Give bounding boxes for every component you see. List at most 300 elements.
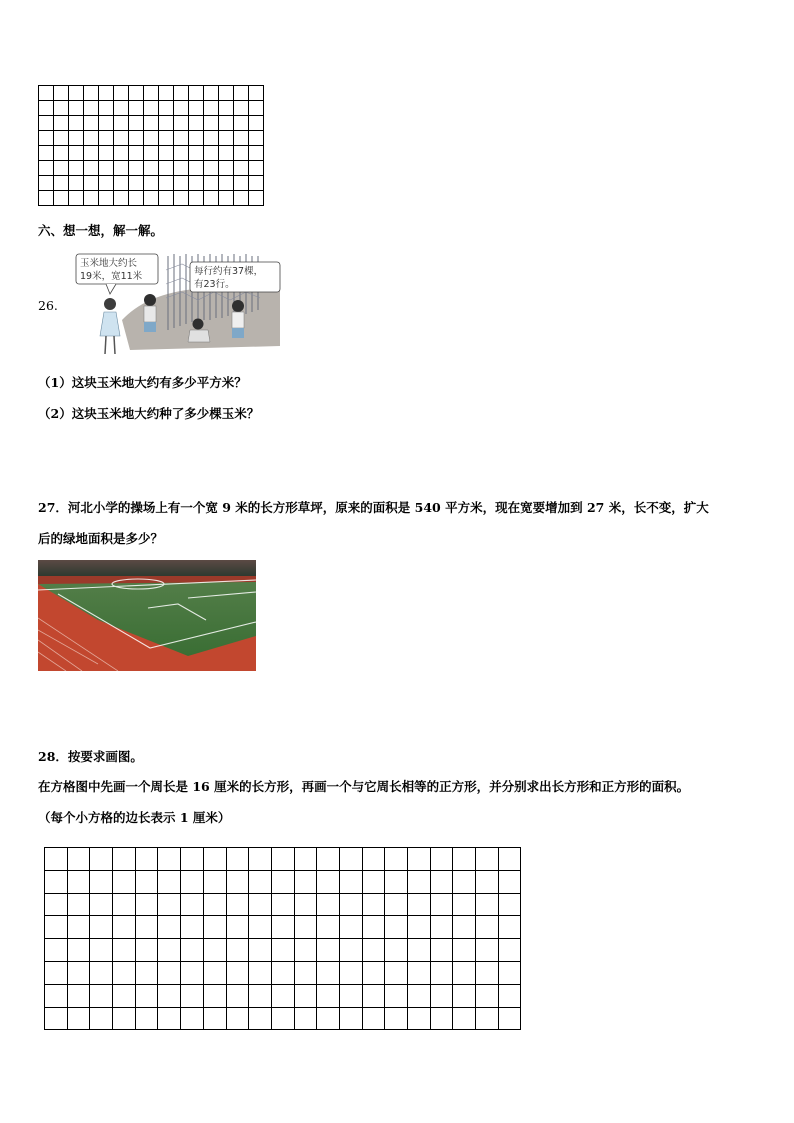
- grid-cell: [249, 191, 264, 206]
- grid-cell: [204, 191, 219, 206]
- grid-cell: [158, 893, 181, 916]
- grid-cell: [144, 161, 159, 176]
- grid-cell: [339, 1007, 362, 1030]
- grid-cell: [189, 161, 204, 176]
- grid-cell: [234, 101, 249, 116]
- grid-cell: [271, 1007, 294, 1030]
- grid-cell: [317, 848, 340, 871]
- grid-cell: [294, 848, 317, 871]
- grid-cell: [67, 870, 90, 893]
- grid-cell: [99, 86, 114, 101]
- grid-cell: [113, 870, 136, 893]
- grid-cell: [498, 939, 521, 962]
- grid-cell: [408, 870, 431, 893]
- grid-cell: [339, 848, 362, 871]
- grid-cell: [249, 176, 264, 191]
- grid-cell: [45, 984, 68, 1007]
- grid-cell: [294, 1007, 317, 1030]
- grid-cell: [219, 161, 234, 176]
- grid-cell: [114, 86, 129, 101]
- grid-cell: [181, 939, 204, 962]
- grid-cell: [158, 848, 181, 871]
- grid-cell: [203, 870, 226, 893]
- grid-cell: [159, 116, 174, 131]
- grid-cell: [45, 916, 68, 939]
- grid-cell: [249, 984, 272, 1007]
- grid-cell: [226, 848, 249, 871]
- grid-cell: [69, 176, 84, 191]
- grid-cell: [249, 961, 272, 984]
- top-answer-grid: [38, 85, 264, 206]
- grid-cell: [39, 86, 54, 101]
- grid-cell: [67, 916, 90, 939]
- grid-cell: [135, 848, 158, 871]
- grid-cell: [498, 870, 521, 893]
- grid-cell: [294, 939, 317, 962]
- grid-cell: [135, 870, 158, 893]
- grid-cell: [453, 961, 476, 984]
- grid-cell: [453, 893, 476, 916]
- grid-cell: [181, 893, 204, 916]
- grid-cell: [317, 1007, 340, 1030]
- grid-cell: [189, 116, 204, 131]
- grid-cell: [84, 101, 99, 116]
- grid-cell: [39, 176, 54, 191]
- grid-cell: [99, 101, 114, 116]
- grid-cell: [271, 848, 294, 871]
- grid-cell: [339, 961, 362, 984]
- grid-cell: [174, 146, 189, 161]
- grid-cell: [249, 870, 272, 893]
- cornfield-illustration: [70, 250, 282, 356]
- grid-cell: [203, 984, 226, 1007]
- grid-cell: [69, 191, 84, 206]
- grid-cell: [144, 131, 159, 146]
- grid-cell: [204, 116, 219, 131]
- grid-cell: [249, 939, 272, 962]
- grid-cell: [203, 961, 226, 984]
- grid-cell: [362, 961, 385, 984]
- grid-cell: [339, 939, 362, 962]
- bubble-left-line2: 19米，宽11米: [80, 271, 143, 282]
- grid-cell: [181, 1007, 204, 1030]
- grid-cell: [339, 870, 362, 893]
- grid-cell: [99, 146, 114, 161]
- grid-cell: [135, 961, 158, 984]
- grid-cell: [114, 191, 129, 206]
- grid-cell: [90, 916, 113, 939]
- grid-cell: [159, 161, 174, 176]
- grid-cell: [430, 870, 453, 893]
- grid-cell: [408, 848, 431, 871]
- grid-cell: [174, 131, 189, 146]
- grid-cell: [249, 131, 264, 146]
- grid-cell: [90, 984, 113, 1007]
- grid-cell: [45, 939, 68, 962]
- grid-cell: [226, 984, 249, 1007]
- grid-cell: [203, 939, 226, 962]
- grid-cell: [158, 916, 181, 939]
- grid-cell: [158, 939, 181, 962]
- grid-cell: [249, 161, 264, 176]
- grid-cell: [362, 848, 385, 871]
- grid-cell: [54, 86, 69, 101]
- grid-cell: [226, 870, 249, 893]
- grid-cell: [294, 916, 317, 939]
- grid-cell: [113, 916, 136, 939]
- grid-cell: [69, 161, 84, 176]
- grid-cell: [362, 984, 385, 1007]
- grid-cell: [294, 961, 317, 984]
- grid-cell: [249, 86, 264, 101]
- grid-cell: [476, 916, 499, 939]
- grid-cell: [226, 939, 249, 962]
- grid-cell: [45, 893, 68, 916]
- grid-cell: [84, 146, 99, 161]
- grid-cell: [219, 176, 234, 191]
- grid-cell: [339, 893, 362, 916]
- question-26-part1: （1）这块玉米地大约有多少平方米？: [38, 375, 247, 390]
- grid-cell: [84, 176, 99, 191]
- grid-cell: [317, 984, 340, 1007]
- grid-cell: [385, 848, 408, 871]
- grid-cell: [69, 86, 84, 101]
- grid-cell: [67, 893, 90, 916]
- grid-cell: [84, 131, 99, 146]
- grid-cell: [135, 1007, 158, 1030]
- grid-cell: [99, 176, 114, 191]
- grid-cell: [234, 116, 249, 131]
- grid-cell: [39, 191, 54, 206]
- grid-cell: [219, 131, 234, 146]
- grid-cell: [362, 916, 385, 939]
- grid-cell: [453, 1007, 476, 1030]
- grid-cell: [181, 961, 204, 984]
- grid-cell: [219, 86, 234, 101]
- grid-cell: [67, 961, 90, 984]
- grid-cell: [249, 1007, 272, 1030]
- grid-cell: [54, 161, 69, 176]
- question-28-instruction: 在方格图中先画一个周长是 16 厘米的长方形，再画一个与它周长相等的正方形，并分别求出长方形和正方形的面积。: [38, 779, 690, 794]
- grid-cell: [159, 191, 174, 206]
- grid-cell: [339, 916, 362, 939]
- bubble-right-line1: 每行约有37棵，: [194, 266, 264, 277]
- grid-cell: [453, 984, 476, 1007]
- grid-cell: [430, 916, 453, 939]
- grid-cell: [294, 984, 317, 1007]
- grid-cell: [203, 848, 226, 871]
- grid-cell: [113, 893, 136, 916]
- bubble-left-line1: 玉米地大约长: [80, 258, 138, 269]
- section-six-heading: 六、想一想，解一解。: [38, 223, 164, 238]
- grid-cell: [249, 893, 272, 916]
- grid-cell: [129, 131, 144, 146]
- grid-cell: [498, 984, 521, 1007]
- grid-cell: [385, 939, 408, 962]
- grid-cell: [135, 984, 158, 1007]
- grid-cell: [189, 101, 204, 116]
- grid-cell: [408, 961, 431, 984]
- grid-cell: [271, 916, 294, 939]
- grid-cell: [271, 870, 294, 893]
- grid-cell: [476, 961, 499, 984]
- grid-cell: [135, 939, 158, 962]
- grid-cell: [476, 939, 499, 962]
- grid-cell: [430, 939, 453, 962]
- grid-cell: [498, 961, 521, 984]
- grid-cell: [159, 131, 174, 146]
- grid-cell: [294, 870, 317, 893]
- grid-cell: [99, 131, 114, 146]
- grid-cell: [203, 893, 226, 916]
- grid-cell: [159, 176, 174, 191]
- grid-cell: [129, 116, 144, 131]
- grid-cell: [234, 86, 249, 101]
- grid-cell: [317, 961, 340, 984]
- question-28-note: （每个小方格的边长表示 1 厘米）: [38, 810, 231, 825]
- grid-cell: [114, 161, 129, 176]
- grid-cell: [158, 1007, 181, 1030]
- grid-cell: [430, 848, 453, 871]
- grid-cell: [234, 191, 249, 206]
- grid-cell: [234, 146, 249, 161]
- grid-cell: [226, 916, 249, 939]
- grid-cell: [476, 984, 499, 1007]
- grid-cell: [39, 101, 54, 116]
- grid-cell: [54, 101, 69, 116]
- grid-cell: [234, 161, 249, 176]
- grid-cell: [385, 916, 408, 939]
- grid-cell: [67, 984, 90, 1007]
- grid-cell: [129, 146, 144, 161]
- grid-cell: [39, 131, 54, 146]
- grid-cell: [204, 86, 219, 101]
- grid-cell: [430, 984, 453, 1007]
- grid-cell: [144, 146, 159, 161]
- grid-cell: [204, 131, 219, 146]
- grid-cell: [45, 961, 68, 984]
- grid-cell: [69, 116, 84, 131]
- grid-cell: [453, 848, 476, 871]
- grid-cell: [271, 893, 294, 916]
- grid-cell: [249, 916, 272, 939]
- grid-cell: [144, 191, 159, 206]
- grid-cell: [144, 116, 159, 131]
- grid-cell: [45, 848, 68, 871]
- grid-cell: [408, 939, 431, 962]
- grid-cell: [45, 1007, 68, 1030]
- grid-cell: [90, 1007, 113, 1030]
- grid-cell: [385, 984, 408, 1007]
- question-28-title: 28．按要求画图。: [38, 749, 143, 764]
- grid-cell: [159, 146, 174, 161]
- grid-cell: [203, 916, 226, 939]
- grid-cell: [114, 131, 129, 146]
- grid-cell: [84, 191, 99, 206]
- grid-cell: [453, 939, 476, 962]
- grid-cell: [158, 984, 181, 1007]
- grid-cell: [159, 101, 174, 116]
- grid-cell: [159, 86, 174, 101]
- grid-cell: [362, 893, 385, 916]
- grid-cell: [498, 848, 521, 871]
- grid-cell: [113, 961, 136, 984]
- grid-cell: [189, 191, 204, 206]
- grid-cell: [129, 86, 144, 101]
- grid-cell: [54, 131, 69, 146]
- grid-cell: [408, 984, 431, 1007]
- grid-cell: [174, 176, 189, 191]
- grid-cell: [219, 116, 234, 131]
- grid-cell: [158, 870, 181, 893]
- grid-cell: [113, 848, 136, 871]
- grid-cell: [408, 893, 431, 916]
- grid-cell: [39, 161, 54, 176]
- question-26-number: 26.: [38, 298, 58, 313]
- grid-cell: [498, 1007, 521, 1030]
- grid-cell: [453, 916, 476, 939]
- grid-cell: [90, 848, 113, 871]
- grid-cell: [271, 939, 294, 962]
- grid-cell: [234, 131, 249, 146]
- grid-cell: [219, 191, 234, 206]
- grid-cell: [135, 893, 158, 916]
- grid-cell: [144, 86, 159, 101]
- grid-cell: [249, 116, 264, 131]
- grid-cell: [339, 984, 362, 1007]
- grid-cell: [69, 131, 84, 146]
- grid-cell: [174, 161, 189, 176]
- grid-cell: [99, 161, 114, 176]
- grid-cell: [67, 939, 90, 962]
- grid-cell: [234, 176, 249, 191]
- grid-cell: [129, 191, 144, 206]
- grid-cell: [317, 870, 340, 893]
- grid-cell: [362, 939, 385, 962]
- grid-cell: [385, 870, 408, 893]
- grid-cell: [476, 848, 499, 871]
- grid-cell: [204, 176, 219, 191]
- grid-cell: [135, 916, 158, 939]
- grid-cell: [408, 1007, 431, 1030]
- grid-cell: [99, 191, 114, 206]
- grid-cell: [408, 916, 431, 939]
- grid-cell: [226, 961, 249, 984]
- grid-cell: [271, 984, 294, 1007]
- grid-cell: [189, 86, 204, 101]
- grid-cell: [84, 161, 99, 176]
- grid-cell: [67, 1007, 90, 1030]
- grid-cell: [189, 131, 204, 146]
- grid-cell: [430, 961, 453, 984]
- grid-cell: [430, 893, 453, 916]
- grid-cell: [317, 939, 340, 962]
- grid-cell: [158, 961, 181, 984]
- grid-cell: [84, 86, 99, 101]
- grid-cell: [54, 191, 69, 206]
- sports-field-photo: [38, 560, 256, 671]
- grid-cell: [189, 146, 204, 161]
- grid-cell: [67, 848, 90, 871]
- grid-cell: [99, 116, 114, 131]
- grid-cell: [129, 101, 144, 116]
- grid-cell: [219, 146, 234, 161]
- grid-cell: [498, 893, 521, 916]
- grid-cell: [69, 146, 84, 161]
- grid-cell: [226, 1007, 249, 1030]
- grid-cell: [39, 116, 54, 131]
- grid-cell: [219, 101, 234, 116]
- grid-cell: [90, 939, 113, 962]
- grid-cell: [113, 984, 136, 1007]
- grid-cell: [174, 86, 189, 101]
- grid-cell: [114, 176, 129, 191]
- grid-cell: [453, 870, 476, 893]
- grid-cell: [129, 161, 144, 176]
- grid-cell: [317, 893, 340, 916]
- grid-cell: [114, 146, 129, 161]
- question-26-part2: （2）这块玉米地大约种了多少棵玉米？: [38, 406, 260, 421]
- grid-cell: [114, 101, 129, 116]
- grid-cell: [385, 1007, 408, 1030]
- grid-cell: [90, 893, 113, 916]
- grid-cell: [181, 870, 204, 893]
- grid-cell: [271, 961, 294, 984]
- grid-cell: [144, 176, 159, 191]
- grid-cell: [181, 984, 204, 1007]
- grid-cell: [226, 893, 249, 916]
- question-27-line1: 27．河北小学的操场上有一个宽 9 米的长方形草坪，原来的面积是 540 平方米，现在宽要增加到 27 米，长不变，扩大: [38, 500, 709, 515]
- grid-cell: [249, 848, 272, 871]
- question-27-line2: 后的绿地面积是多少？: [38, 531, 164, 546]
- grid-cell: [144, 101, 159, 116]
- grid-cell: [181, 848, 204, 871]
- grid-cell: [362, 1007, 385, 1030]
- grid-cell: [174, 191, 189, 206]
- grid-cell: [129, 176, 144, 191]
- grid-cell: [476, 893, 499, 916]
- grid-cell: [385, 961, 408, 984]
- grid-cell: [54, 146, 69, 161]
- bubble-right-line2: 有23行。: [194, 279, 235, 290]
- grid-cell: [54, 176, 69, 191]
- grid-cell: [249, 101, 264, 116]
- grid-cell: [204, 161, 219, 176]
- grid-cell: [114, 116, 129, 131]
- grid-cell: [90, 870, 113, 893]
- grid-cell: [39, 146, 54, 161]
- grid-cell: [294, 893, 317, 916]
- grid-cell: [54, 116, 69, 131]
- grid-cell: [45, 870, 68, 893]
- grid-cell: [204, 101, 219, 116]
- grid-cell: [90, 961, 113, 984]
- grid-cell: [69, 101, 84, 116]
- grid-cell: [113, 1007, 136, 1030]
- grid-cell: [498, 916, 521, 939]
- grid-cell: [476, 1007, 499, 1030]
- grid-cell: [181, 916, 204, 939]
- grid-cell: [174, 101, 189, 116]
- grid-cell: [189, 176, 204, 191]
- grid-cell: [174, 116, 189, 131]
- grid-cell: [113, 939, 136, 962]
- grid-cell: [317, 916, 340, 939]
- grid-cell: [204, 146, 219, 161]
- grid-cell: [249, 146, 264, 161]
- grid-cell: [385, 893, 408, 916]
- grid-cell: [362, 870, 385, 893]
